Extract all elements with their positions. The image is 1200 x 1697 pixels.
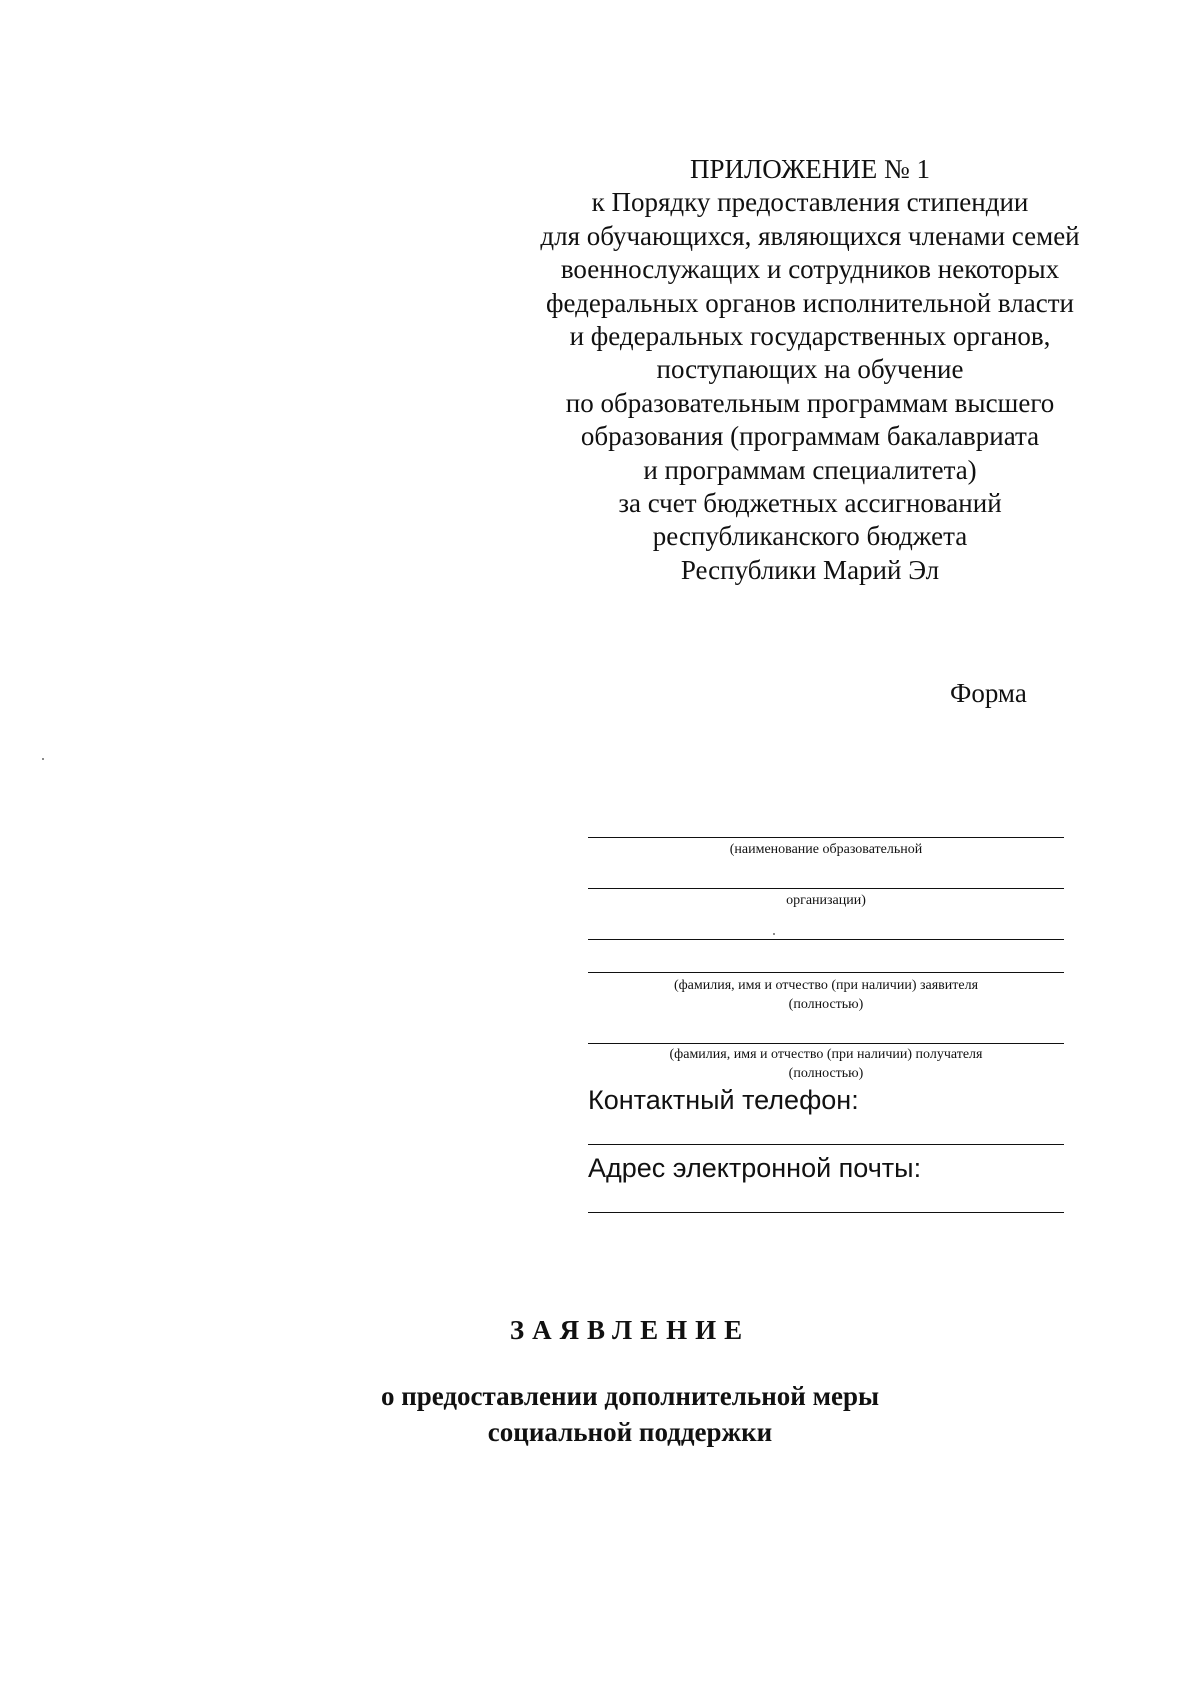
appendix-line: и программам специалитета)	[643, 454, 977, 485]
phone-label: Контактный телефон:	[588, 1085, 859, 1115]
applicant-name-caption-note: (полностью)	[788, 997, 864, 1012]
org-name-caption: (наименование образовательной	[729, 842, 923, 857]
form-label: Форма	[950, 678, 1027, 708]
appendix-line: Республики Марий Эл	[680, 554, 940, 585]
scan-speck	[773, 933, 775, 935]
scan-speck	[42, 758, 44, 760]
appendix-line: республиканского бюджета	[652, 521, 968, 552]
appendix-line: для обучающихся, являющихся членами семей	[540, 220, 1080, 251]
applicant-name-line[interactable]	[588, 972, 1064, 973]
appendix-line: за счет бюджетных ассигнований	[618, 488, 1002, 519]
appendix-line: поступающих на обучение	[656, 354, 964, 385]
appendix-line: военнослужащих и сотрудников некоторых	[560, 254, 1060, 285]
org-name-line-1[interactable]	[588, 837, 1064, 838]
appendix-line: и федеральных государственных органов,	[569, 321, 1051, 352]
appendix-line: федеральных органов исполнительной власти	[546, 287, 1074, 318]
applicant-name-caption: (фамилия, имя и отчество (при наличии) заявителя	[673, 978, 979, 993]
blank-line[interactable]	[588, 939, 1064, 940]
statement-subtitle-line: о предоставлении дополнительной меры	[380, 1381, 880, 1411]
statement-subtitle	[0, 1378, 1200, 1450]
email-line[interactable]	[588, 1212, 1064, 1213]
recipient-name-caption-note: (полностью)	[788, 1066, 864, 1081]
appendix-line: образования (программам бакалавриата	[580, 421, 1040, 452]
email-label: Адрес электронной почты:	[588, 1153, 922, 1183]
statement-subtitle-line: социальной поддержки	[487, 1417, 773, 1447]
appendix-line: к Порядку предоставления стипендии	[591, 187, 1029, 218]
appendix-title: ПРИЛОЖЕНИЕ № 1	[689, 154, 931, 184]
recipient-name-caption: (фамилия, имя и отчество (при наличии) получателя	[669, 1047, 983, 1062]
appendix-header	[510, 153, 1110, 587]
org-name-caption-continued: организации)	[786, 893, 866, 908]
statement-title: ЗАЯВЛЕНИЕ	[509, 1315, 751, 1345]
recipient-name-line[interactable]	[588, 1043, 1064, 1044]
org-name-line-2[interactable]	[588, 888, 1064, 889]
appendix-line: по образовательным программам высшего	[565, 387, 1055, 418]
phone-line[interactable]	[588, 1144, 1064, 1145]
